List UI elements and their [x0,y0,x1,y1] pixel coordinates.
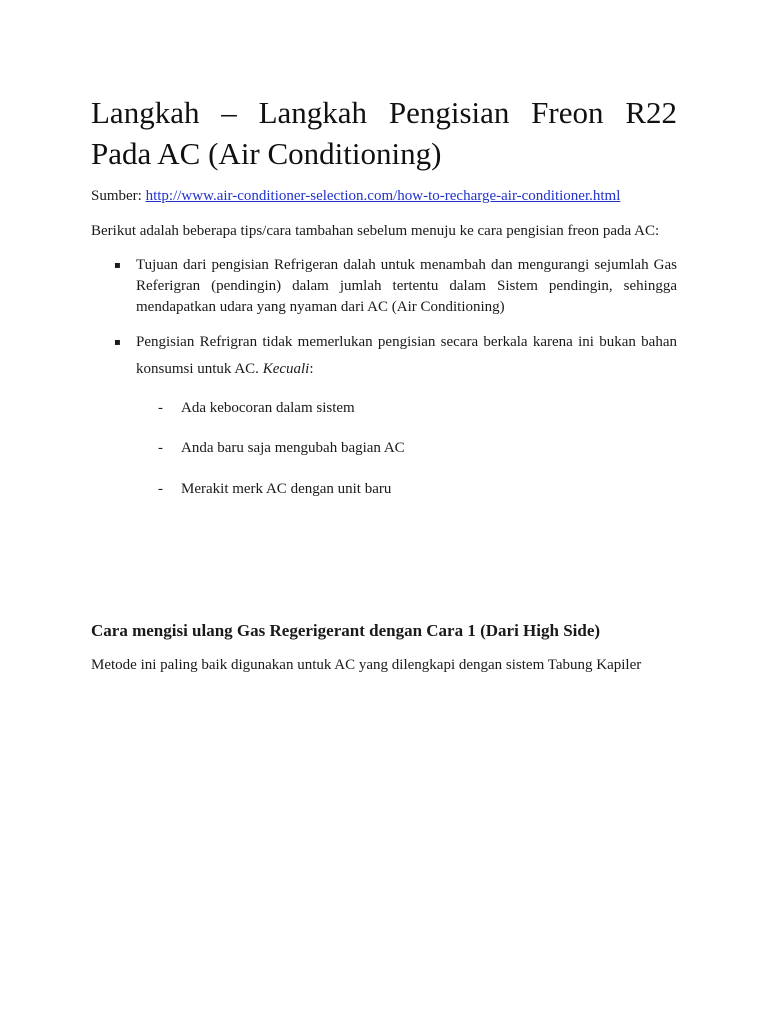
document-title [91,92,677,174]
bullet-text [136,329,677,383]
bullet-2-line-2 [136,356,677,383]
bullet-text [136,255,677,318]
bullet-marker: ▪ [114,260,121,271]
bullet-2-colon: : [309,361,314,377]
section-heading: Cara mengisi ulang Gas Regerigerant dengan Cara 1 (Dari High Side) [91,621,601,640]
source-link[interactable]: http://www.air-conditioner-selection.com/how-to-recharge-air-conditioner.html [145,188,621,204]
dash-marker: - [158,440,163,456]
bullet-2-line-1: Pengisian Refrigran tidak memerlukan pengisian secara berkala karena ini bukan bahan [136,334,677,350]
bullet-item-1 [91,255,677,318]
bullet-marker: ▪ [114,337,121,348]
sub-list-item-text: Merakit merk AC dengan unit baru [181,481,392,497]
title-line-1: Langkah – Langkah Pengisian Freon R22 [91,95,677,130]
bullet-item-2 [91,329,677,383]
intro-paragraph: Berikut adalah beberapa tips/cara tambahan sebelum menuju ke cara pengisian freon pada AC: [91,223,660,239]
section-paragraph: Metode ini paling baik digunakan untuk AC yang dilengkapi dengan sistem Tabung Kapiler [91,657,642,673]
bullet-2-line-2-text: konsumsi untuk AC. [136,361,263,377]
bullet-2-italic-word: Kecuali [262,361,310,377]
sub-list-item-text: Ada kebocoran dalam sistem [181,400,355,416]
bullet-1-line-3: mendapatkan udara yang nyaman dari AC (Air Conditioning) [136,299,505,315]
source-label: Sumber: [91,188,142,204]
bullet-1-line-1: Tujuan dari pengisian Refrigeran dalah untuk menambah dan mengurangi sejumlah Gas [136,257,677,273]
dash-marker: - [158,481,163,497]
sub-list-item-text: Anda baru saja mengubah bagian AC [181,440,405,456]
bullet-1-line-2: Referigran (pendingin) dalam jumlah tertentu dalam Sistem pendingin, sehingga [136,278,677,294]
title-line-2: Pada AC (Air Conditioning) [91,136,442,171]
dash-marker: - [158,400,163,416]
source-line [91,186,677,206]
